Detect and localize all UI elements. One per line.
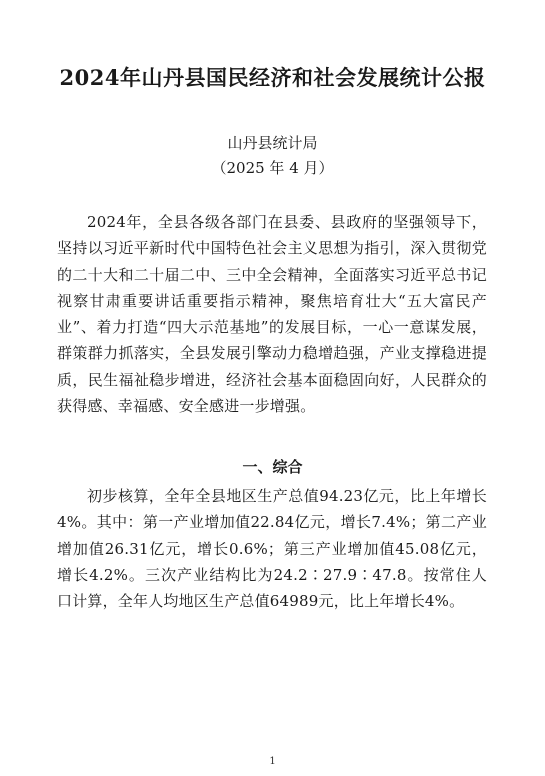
- section-heading-overview: 一、综合: [242, 458, 303, 476]
- section-paragraph-overview: 初步核算，全年全县地区生产总值94.23亿元，比上年增长4%。其中：第一产业增加值22.84亿元，增长7.4%；第二产业增加值26.31亿元，增长0.6%；第三产业增加值45.08亿元，增长4.2%。三次产业结构比为24.2∶27.9∶47.8。按常住人口计算，全年人均地区生产总值64989元，比上年增长4%。: [57, 487, 487, 611]
- document-title: 2024年山丹县国民经济和社会发展统计公报: [59, 65, 486, 90]
- page-number: 1: [269, 756, 276, 767]
- issuer-name: 山丹县统计局: [227, 134, 318, 152]
- intro-paragraph: 2024年，全县各级各部门在县委、县政府的坚强领导下，坚持以习近平新时代中国特色社会主义思想为指引，深入贯彻党的二十大和二十届二中、三中全会精神，全面落实习近平总书记视察甘肃重要讲话重要指示精神，聚焦培育壮大“五大富民产业”、着力打造“四大示范基地”的发展目标，一心一意谋发展，群策群力抓落实，全县发展引擎动力稳增趋强，产业支撑稳进提质，民生福祉稳步增进，经济社会基本面稳固向好，人民群众的获得感、幸福感、安全感进一步增强。: [57, 213, 487, 416]
- publication-date: （2025 年 4 月）: [211, 159, 334, 177]
